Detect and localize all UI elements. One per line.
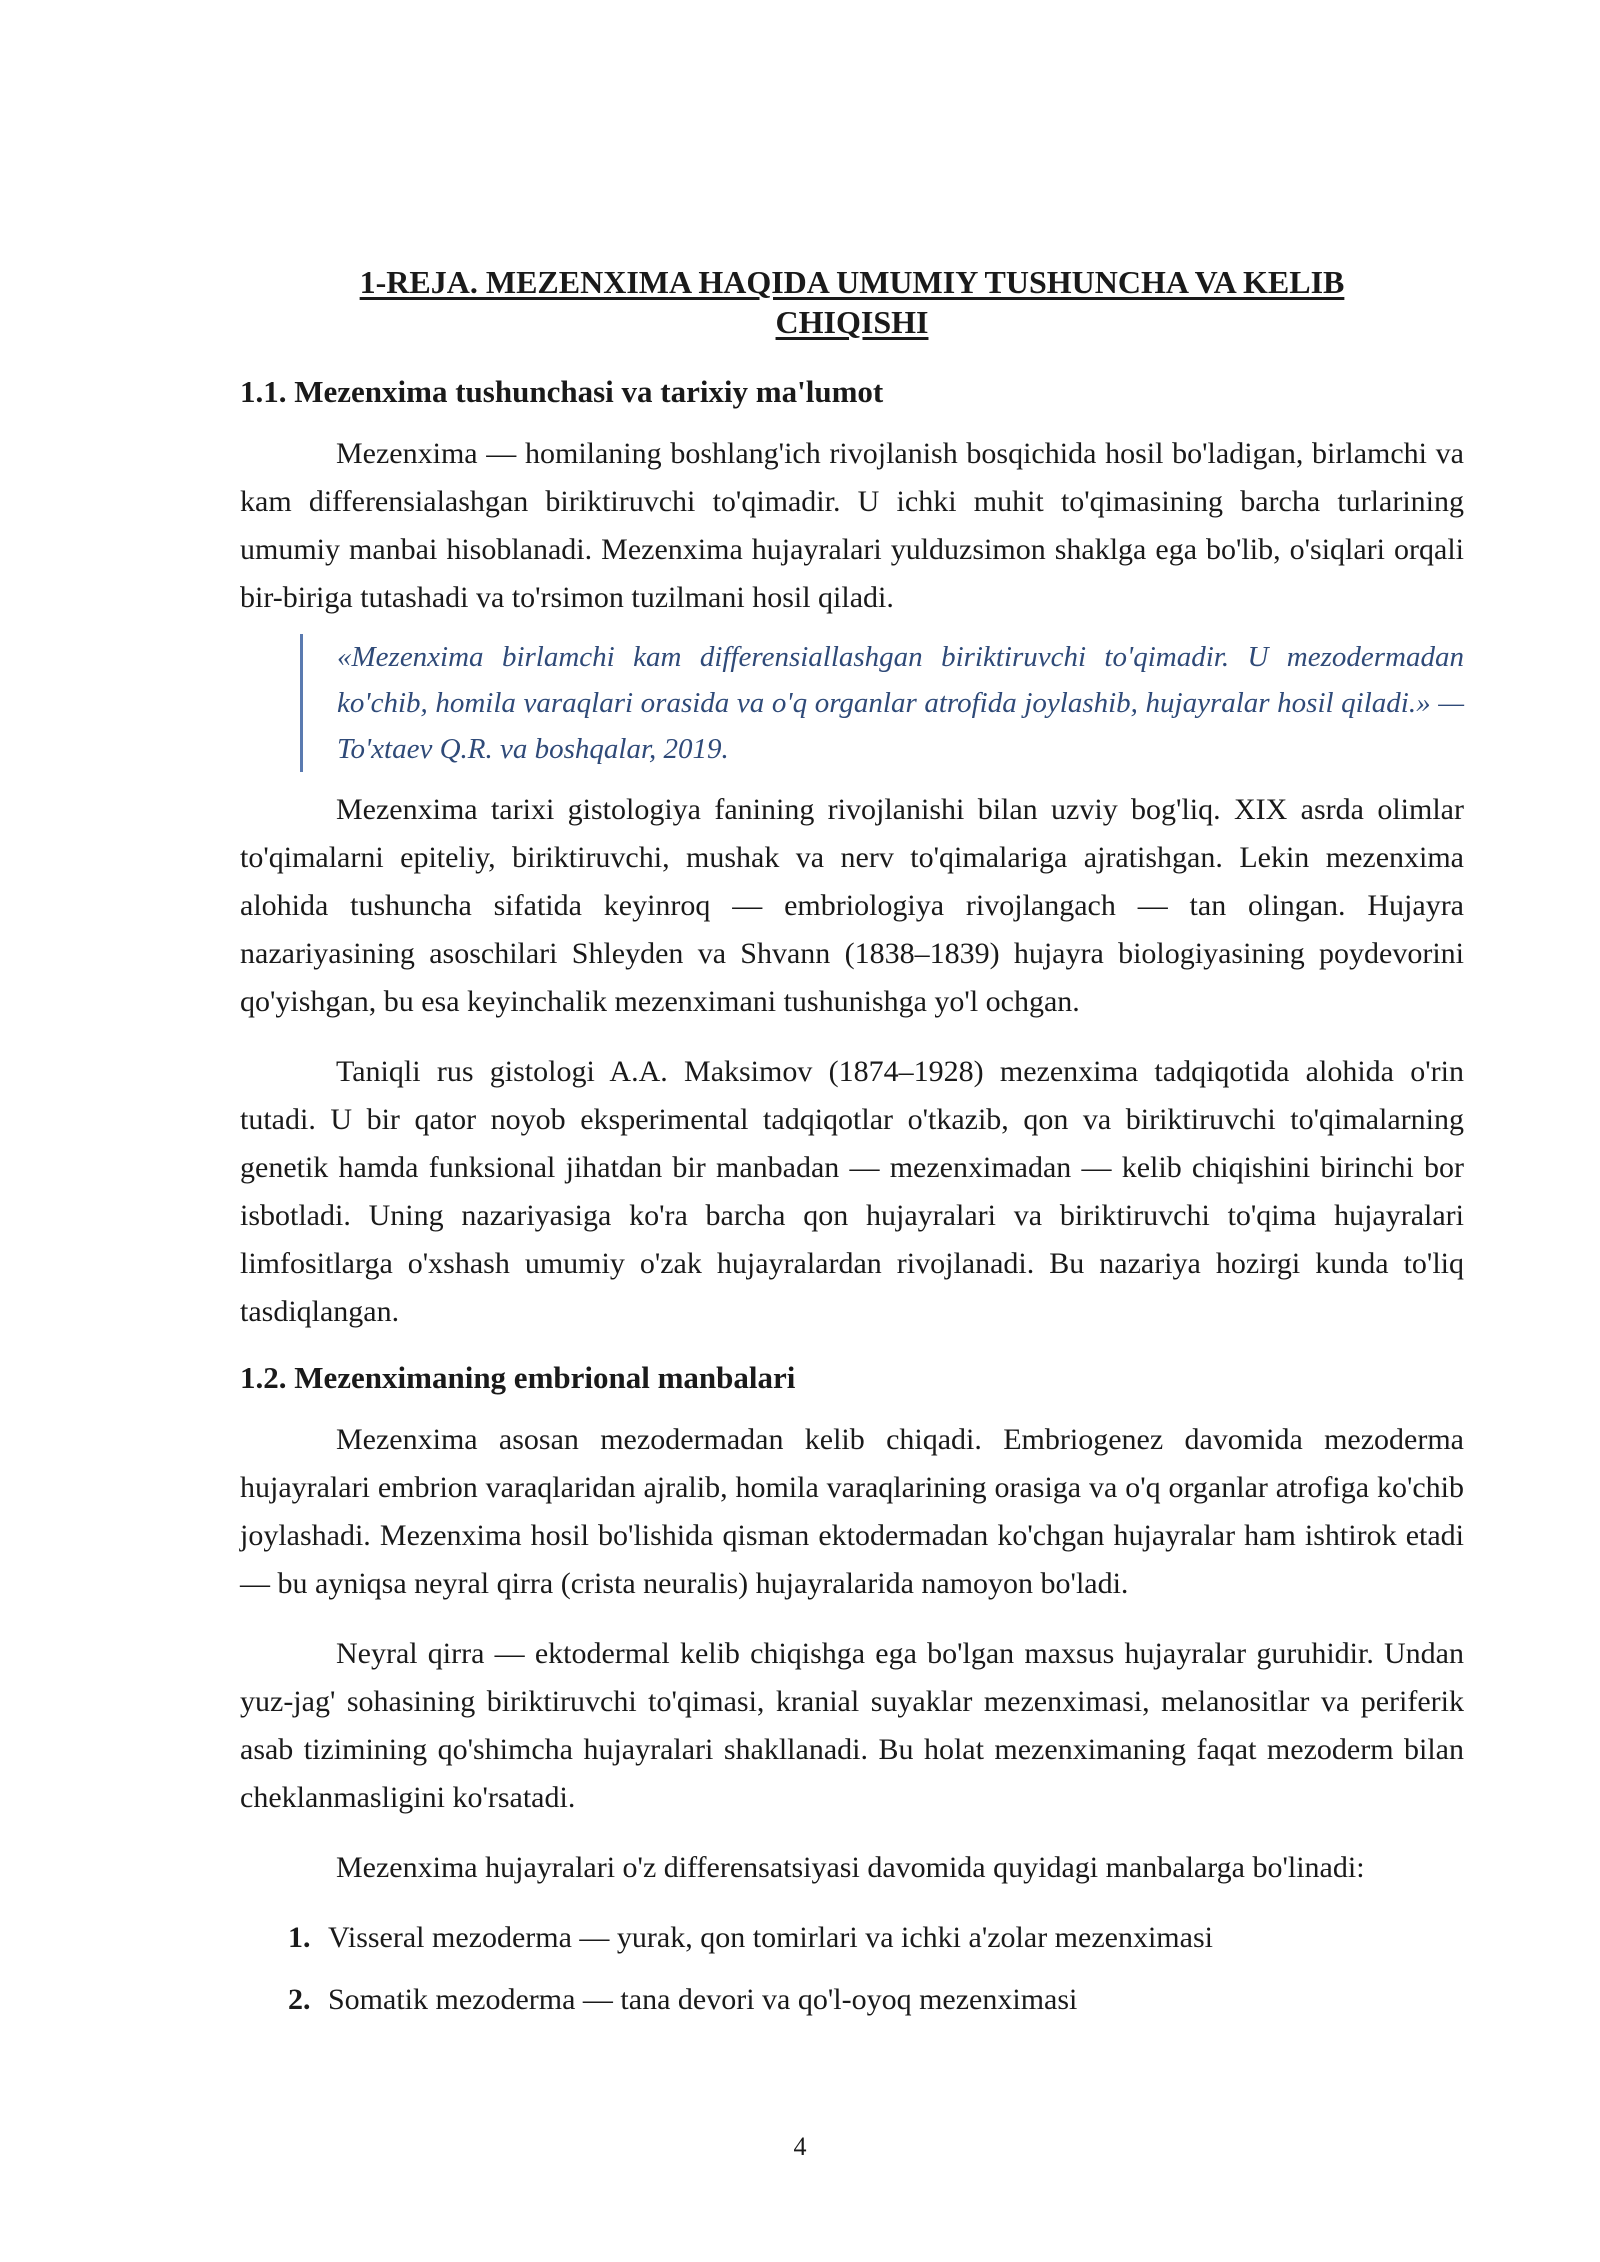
document-page bbox=[240, 262, 1464, 2038]
paragraph: Mezenxima — homilaning boshlang'ich rivojlanish bosqichida hosil bo'ladigan, birlamchi va kam differensialashgan biriktiruvchi to'qimadir. U ichki muhit to'qimasining barcha turlarining umumiy manbai hisoblanadi. Mezenxima hujayralari yulduzsimon shaklga ega bo'lib, o'siqlari orqali bir-biriga tutashadi va to'rsimon tuzilmani hosil qiladi. bbox=[240, 437, 1464, 614]
section-heading-1-1: 1.1. Mezenxima tushunchasi va tarixiy ma'lumot bbox=[240, 374, 884, 409]
paragraph: Mezenxima asosan mezodermadan kelib chiqadi. Embriogenez davomida mezoderma hujayralari embrion varaqlaridan ajralib, homila varaqlarining orasiga va o'q organlar atrofiga ko'chib joylashadi. Mezenxima hosil bo'lishida qisman ektodermadan ko'chgan hujayralar ham ishtirok etadi — bu ayniqsa neyral qirra (crista neuralis) hujayralarida namoyon bo'ladi. bbox=[240, 1423, 1464, 1600]
list-item bbox=[288, 1976, 1464, 2024]
citation-quote: «Mezenxima birlamchi kam differensiallashgan biriktiruvchi to'qimadir. U mezodermadan ko'chib, homila varaqlari orasida va o'q organlar atrofida joylashib, hujayralar hosil qiladi.» — To'xtaev Q.R. va boshqalar, 2019. bbox=[300, 634, 1464, 772]
paragraph: Neyral qirra — ektodermal kelib chiqishga ega bo'lgan maxsus hujayralar guruhidir. Undan yuz-jag' sohasining biriktiruvchi to'qimasi, kranial suyaklar mezenximasi, melanositlar va periferik asab tizimining qo'shimcha hujayralari shakllanadi. Bu holat mezenximaning faqat mezoderm bilan cheklanmasligini ko'rsatadi. bbox=[240, 1637, 1464, 1814]
list-item-number: 2. bbox=[288, 1983, 311, 2016]
list-item-text: Somatik mezoderma — tana devori va qo'l-oyoq mezenximasi bbox=[328, 1983, 1078, 2016]
list-item-number: 1. bbox=[288, 1921, 311, 1954]
paragraph: Taniqli rus gistologi A.A. Maksimov (1874–1928) mezenxima tadqiqotida alohida o'rin tutadi. U bir qator noyob eksperimental tadqiqotlar o'tkazib, qon va biriktiruvchi to'qimalarning genetik hamda funksional jihatdan bir manbadan — mezenximadan — kelib chiqishini birinchi bor isbotladi. Uning nazariyasiga ko'ra barcha qon hujayralari va biriktiruvchi to'qima hujayralari limfositlarga o'xshash umumiy o'zak hujayralardan rivojlanadi. Bu nazariya hozirgi kunda to'liq tasdiqlangan. bbox=[240, 1055, 1464, 1328]
list-item-text: Visseral mezoderma — yurak, qon tomirlari va ichki a'zolar mezenximasi bbox=[328, 1921, 1213, 1954]
section-heading-1-2: 1.2. Mezenximaning embrional manbalari bbox=[240, 1360, 796, 1395]
paragraph: Mezenxima tarixi gistologiya fanining rivojlanishi bilan uzviy bog'liq. XIX asrda olimlar to'qimalarni epiteliy, biriktiruvchi, mushak va nerv to'qimalariga ajratishgan. Lekin mezenxima alohida tushuncha sifatida keyinroq — embriologiya rivojlangach — tan olingan. Hujayra nazariyasining asoschilari Shleyden va Shvann (1838–1839) hujayra biologiyasining poydevorini qo'yishgan, bu esa keyinchalik mezenximani tushunishga yo'l ochgan. bbox=[240, 793, 1464, 1018]
source-list bbox=[240, 1914, 1464, 2024]
paragraph: Mezenxima hujayralari o'z differensatsiyasi davomida quyidagi manbalarga bo'linadi: bbox=[336, 1851, 1365, 1884]
page-title: 1-REJA. MEZENXIMA HAQIDA UMUMIY TUSHUNCHA VA KELIB CHIQISHI bbox=[359, 264, 1345, 340]
page-number: 4 bbox=[793, 2132, 807, 2161]
list-item bbox=[288, 1914, 1464, 1962]
